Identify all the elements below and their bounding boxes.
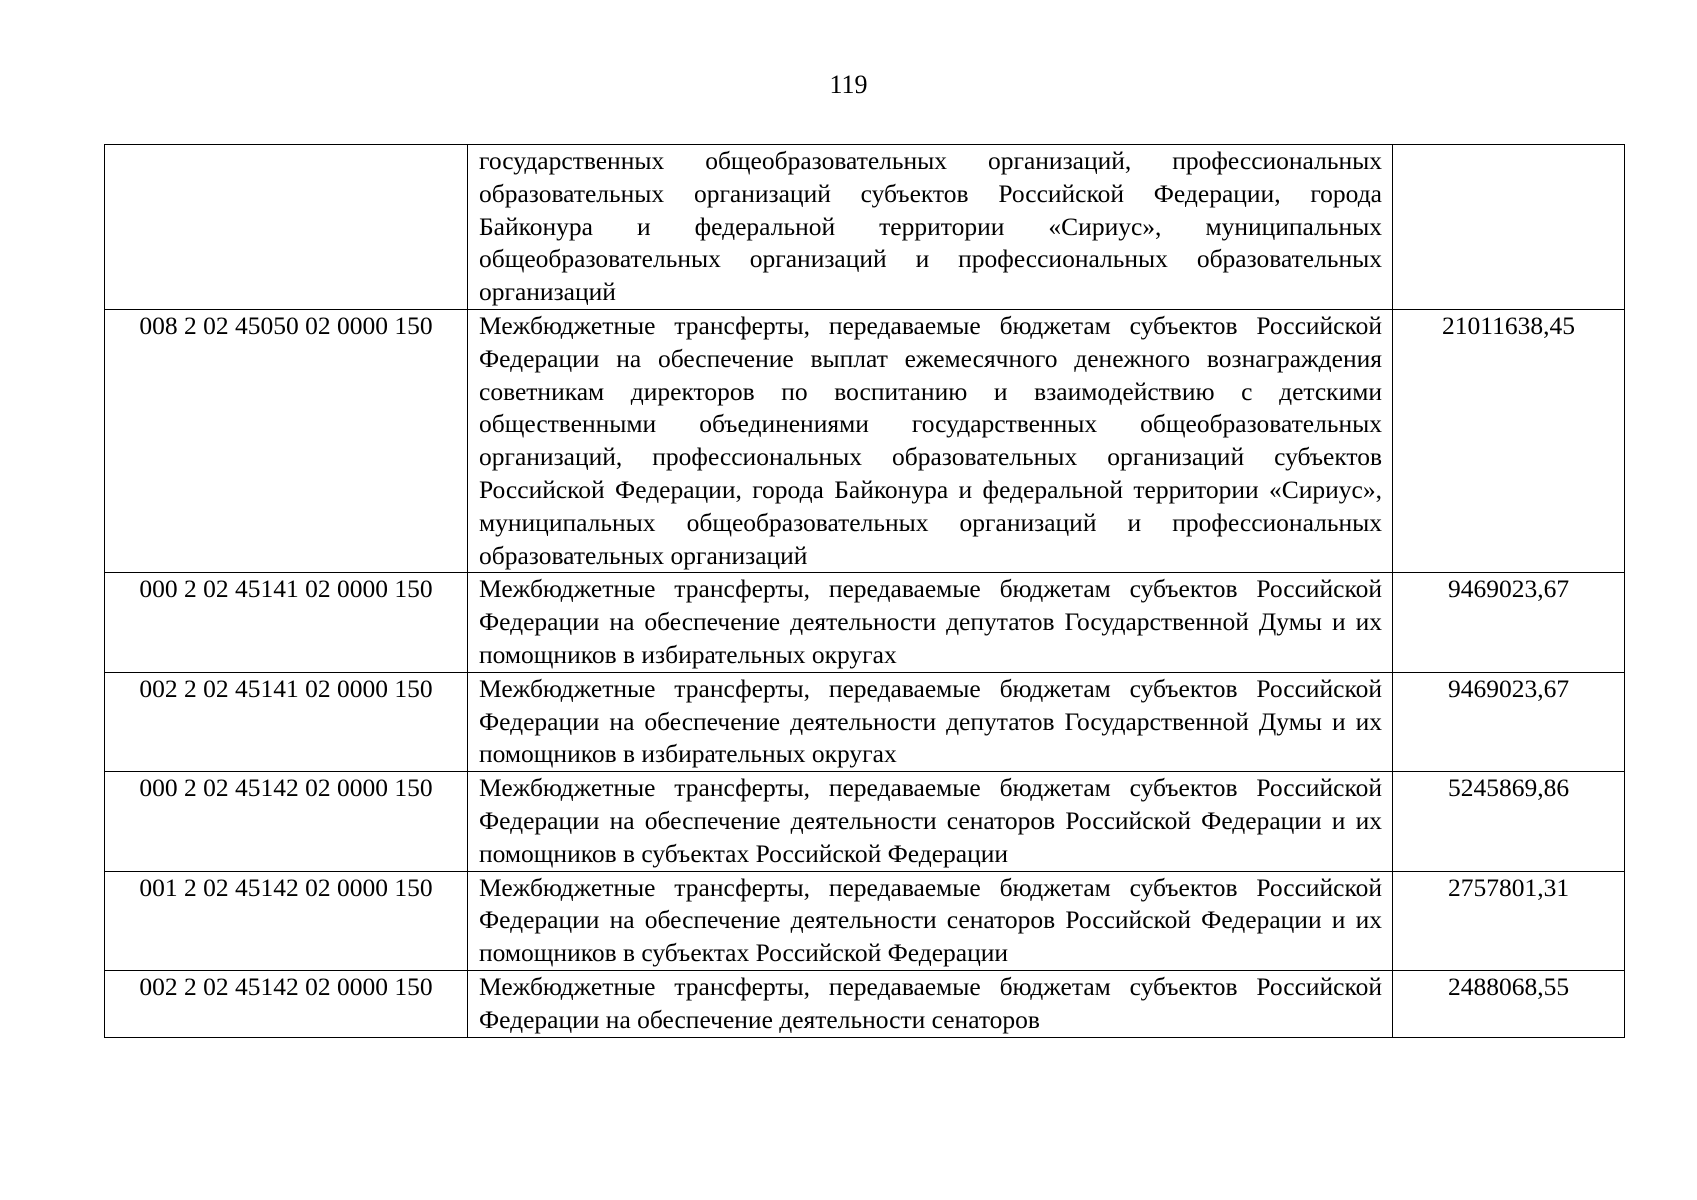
- table-row: [105, 772, 1625, 871]
- table-row: [105, 145, 1625, 310]
- amount-cell: 9469023,67: [1393, 573, 1625, 672]
- budget-code-cell: 002 2 02 45141 02 0000 150: [105, 672, 468, 771]
- budget-code-cell: 008 2 02 45050 02 0000 150: [105, 309, 468, 572]
- amount-cell: 9469023,67: [1393, 672, 1625, 771]
- table-row: [105, 672, 1625, 771]
- amount-cell: [1393, 145, 1625, 310]
- table-row: [105, 573, 1625, 672]
- table-row: [105, 309, 1625, 572]
- description-cell: государственных общеобразовательных организаций, профессиональных образовательных организаций субъектов Российской Федерации, города Байконура и федеральной территории «Сириус», муниципальных общеобразовательных организаций и профессиональных образовательных организаций: [468, 145, 1393, 310]
- description-cell: Межбюджетные трансферты, передаваемые бюджетам субъектов Российской Федерации на обеспечение выплат ежемесячного денежного вознаграждения советникам директоров по воспитанию и взаимодействию с детскими общественными объединениями государственных общеобразовательных организаций, профессиональных образовательных организаций субъектов Российской Федерации, города Байконура и федеральной территории «Сириус», муниципальных общеобразовательных организаций и профессиональных образовательных организаций: [468, 309, 1393, 572]
- budget-table: [104, 144, 1625, 1038]
- description-cell: Межбюджетные трансферты, передаваемые бюджетам субъектов Российской Федерации на обеспечение деятельности депутатов Государственной Думы и их помощников в избирательных округах: [468, 672, 1393, 771]
- description-cell: Межбюджетные трансферты, передаваемые бюджетам субъектов Российской Федерации на обеспечение деятельности сенаторов Российской Федерации и их помощников в субъектах Российской Федерации: [468, 871, 1393, 970]
- table-row: [105, 871, 1625, 970]
- budget-code-cell: 001 2 02 45142 02 0000 150: [105, 871, 468, 970]
- description-cell: Межбюджетные трансферты, передаваемые бюджетам субъектов Российской Федерации на обеспечение деятельности депутатов Государственной Думы и их помощников в избирательных округах: [468, 573, 1393, 672]
- description-cell: Межбюджетные трансферты, передаваемые бюджетам субъектов Российской Федерации на обеспечение деятельности сенаторов Российской Федерации и их помощников в субъектах Российской Федерации: [468, 772, 1393, 871]
- description-cell: Межбюджетные трансферты, передаваемые бюджетам субъектов Российской Федерации на обеспечение деятельности сенаторов: [468, 970, 1393, 1037]
- amount-cell: 21011638,45: [1393, 309, 1625, 572]
- table-row: [105, 970, 1625, 1037]
- amount-cell: 2757801,31: [1393, 871, 1625, 970]
- page-number: 119: [829, 70, 868, 99]
- amount-cell: 5245869,86: [1393, 772, 1625, 871]
- budget-code-cell: 002 2 02 45142 02 0000 150: [105, 970, 468, 1037]
- budget-code-cell: [105, 145, 468, 310]
- budget-code-cell: 000 2 02 45141 02 0000 150: [105, 573, 468, 672]
- budget-code-cell: 000 2 02 45142 02 0000 150: [105, 772, 468, 871]
- amount-cell: 2488068,55: [1393, 970, 1625, 1037]
